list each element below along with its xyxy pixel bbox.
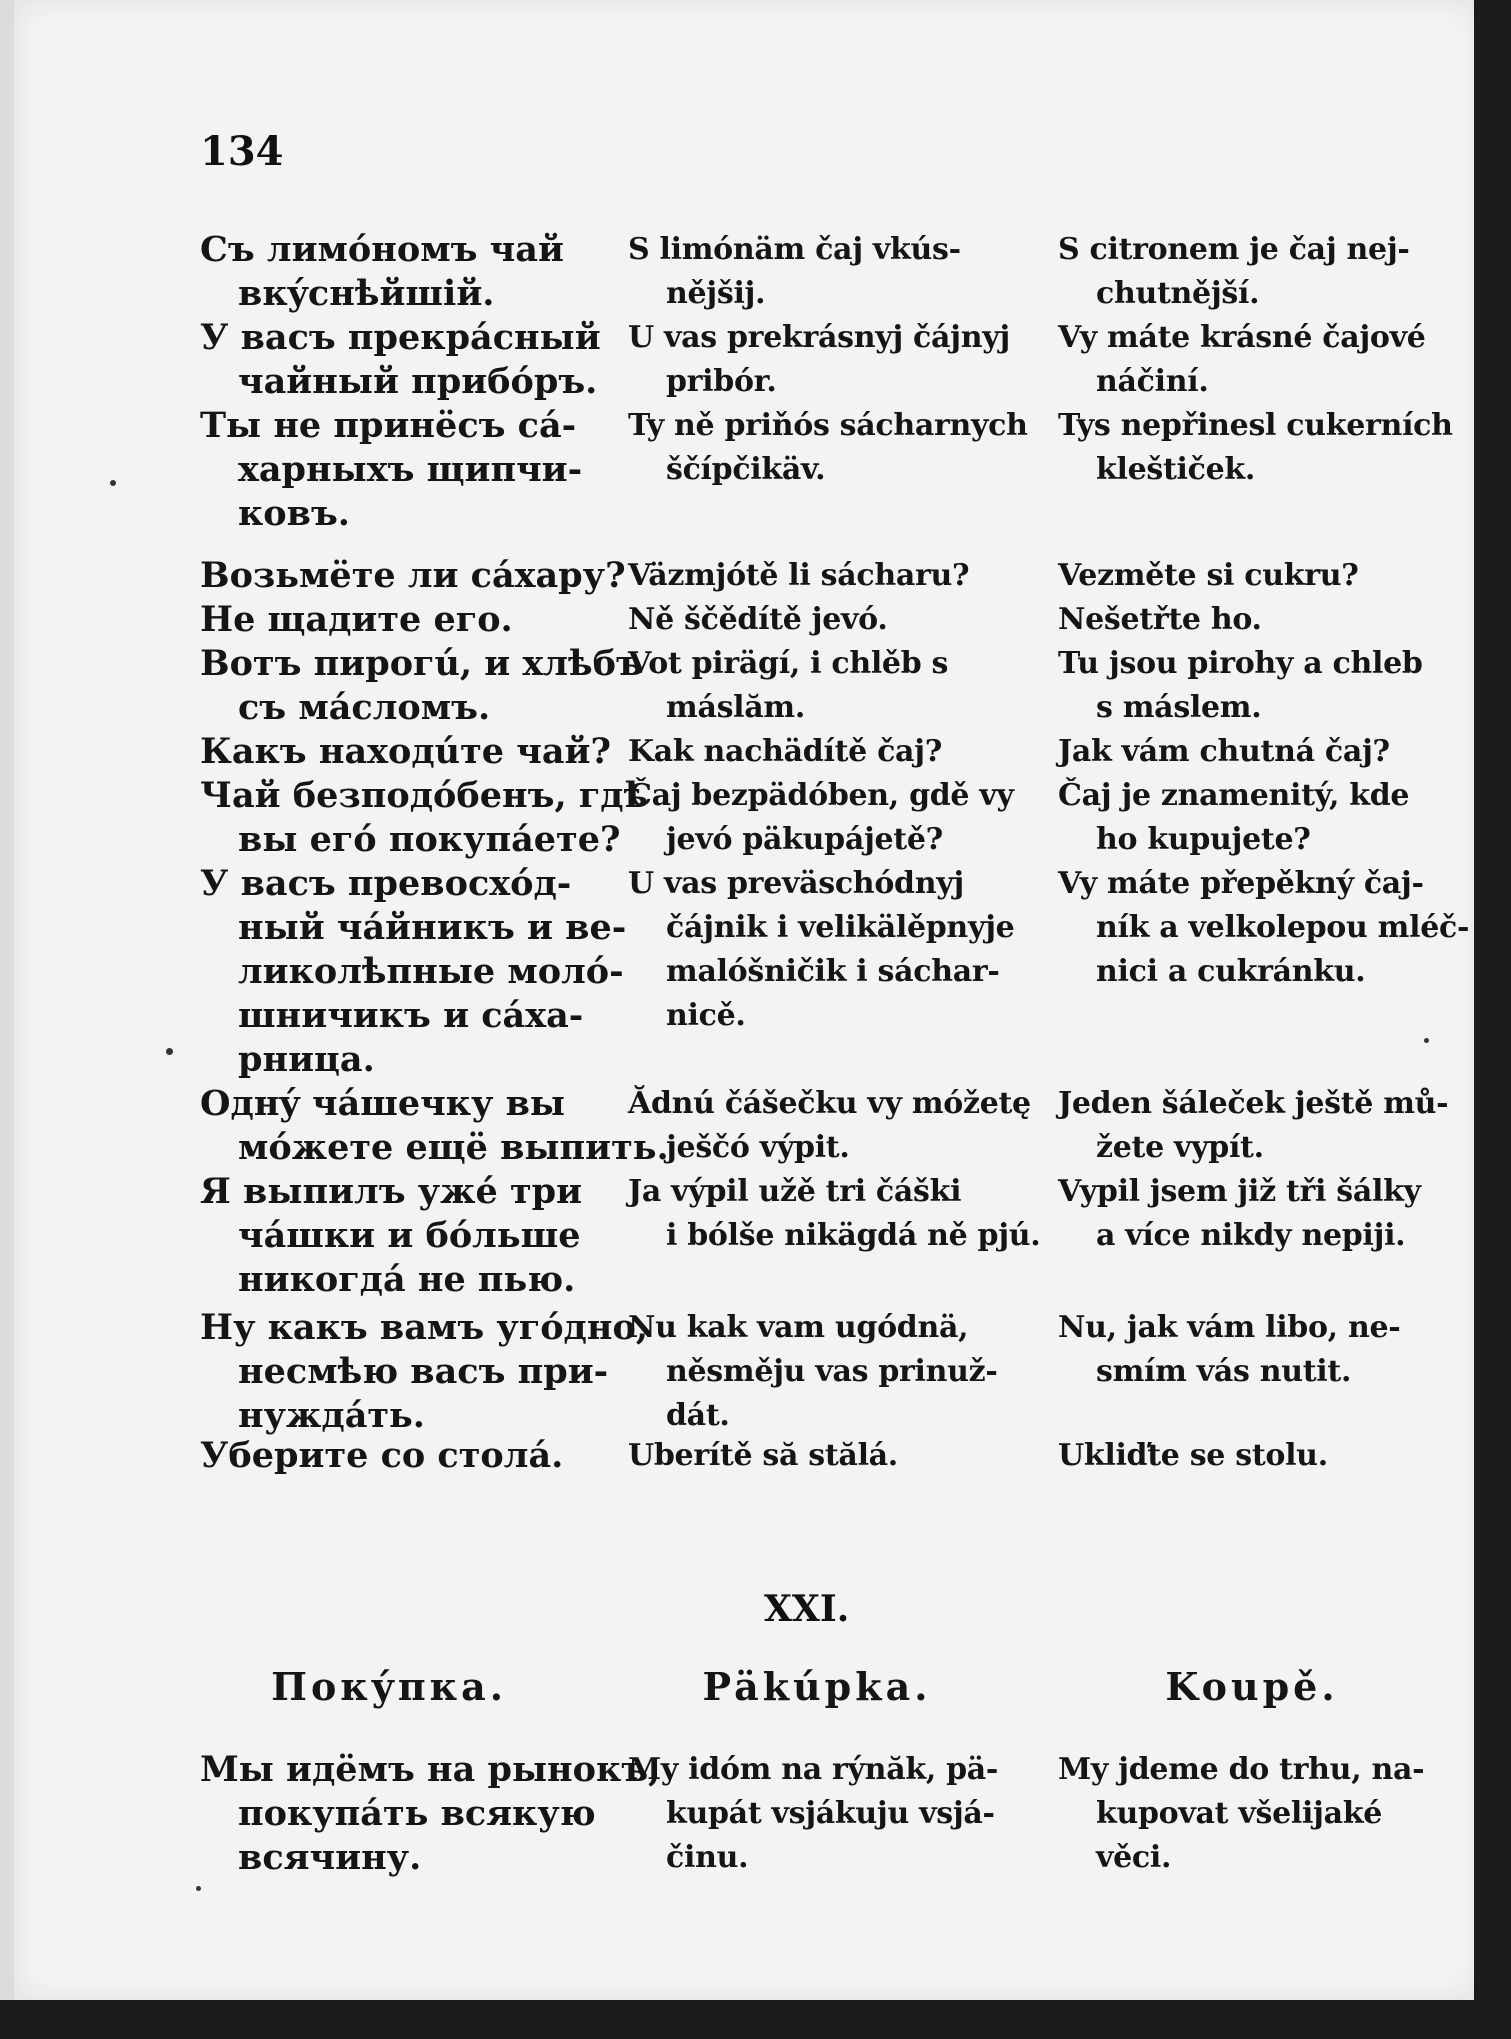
czech-entry (1058, 1082, 1449, 1170)
slovak-entry (628, 774, 1014, 862)
print-speck (196, 1886, 201, 1891)
slovak-entry (628, 554, 1006, 598)
entry-line: činu. (666, 1840, 749, 1875)
entry-line: náčiní. (1096, 364, 1209, 399)
slovak-entry (628, 862, 1015, 1038)
russian-entry (200, 1170, 583, 1302)
entry-line: Ukliďte se stolu. (1058, 1437, 1328, 1473)
entry-line: kupát vsjákuju vsjá- (666, 1796, 995, 1831)
entry-line: Čaj je znamenitý, kde (1058, 777, 1410, 813)
entry-line: Nu kak vam ugódnä, (628, 1310, 969, 1345)
entry-line: Чай безподóбенъ, гдѣ (200, 774, 649, 816)
entry-line: Однý чáшечку вы (200, 1082, 566, 1124)
entry-line: smím vás nutit. (1096, 1354, 1352, 1389)
entry-line: мóжете ещё выпить. (238, 1126, 669, 1168)
entry-line: U vas prekrásnyj čájnyj (628, 320, 1010, 355)
entry-line: Väzmjótě li sácharu? (628, 557, 970, 593)
entry-line: pribór. (666, 364, 777, 399)
entry-line: Jak vám chutná čaj? (1058, 733, 1390, 769)
entry-line: My idóm na rýnăk, pä- (628, 1752, 999, 1787)
russian-entry (200, 404, 583, 536)
entry-line: Уберите со столá. (200, 1434, 564, 1476)
entry-line: kupovat všelijaké (1096, 1796, 1383, 1831)
entry-line: Ty ně priňós sácharnych (628, 408, 1028, 443)
entry-line: Я выпилъ ужé три (200, 1170, 583, 1212)
entry-line: dát. (666, 1398, 730, 1433)
entry-line: Tys nepřinesl cukerních (1058, 408, 1453, 443)
entry-line: něsměju vas prinuž- (666, 1354, 998, 1389)
czech-entry (1058, 404, 1453, 492)
entry-line: Nu, jak vám libo, ne- (1058, 1310, 1401, 1345)
entry-line: Не щадите его. (200, 598, 513, 640)
russian-entry (200, 774, 649, 862)
entry-line: ный чáйникъ и ве- (238, 906, 627, 948)
print-speck (1424, 1038, 1429, 1043)
scan-border-bottom (0, 2000, 1511, 2039)
heading-czech: Koupě. (1165, 1664, 1339, 1709)
russian-entry (200, 862, 627, 1082)
section-number: XXI. (764, 1588, 850, 1630)
entry-line: никогдá не пью. (238, 1258, 576, 1300)
entry-line: ho kupujete? (1096, 821, 1311, 857)
heading-slovak: Päkúpka. (702, 1664, 932, 1709)
russian-entry (200, 554, 626, 598)
slovak-entry (628, 316, 1010, 404)
entry-line: ковъ. (238, 493, 350, 534)
czech-entry (1058, 862, 1470, 994)
entry-line: ník a velkolepou mléč- (1096, 909, 1470, 945)
entry-line: Ně ščědítě jevó. (628, 601, 888, 637)
russian-entry (200, 730, 612, 774)
entry-line: Съ лимóномъ чай (200, 229, 564, 270)
slovak-entry (628, 730, 1006, 774)
entry-line: i bólše nikägdá ně pjú. (666, 1217, 1041, 1253)
entry-line: čájnik i velikälěpnyje (666, 909, 1015, 945)
slovak-entry (628, 1434, 1006, 1478)
entry-line: nici a cukránku. (1096, 953, 1366, 989)
entry-line: чáшки и бóльше (238, 1214, 581, 1256)
page-number: 134 (200, 128, 284, 175)
print-speck (166, 1048, 173, 1055)
bottom-entry-slovak (628, 1748, 1006, 1880)
slovak-entry (628, 1082, 1031, 1170)
entry-line: У васъ прекрáсный (200, 317, 601, 358)
entry-line: вкýснѣйшій. (238, 273, 495, 314)
entry-line: Vy máte přepěkný čaj- (1058, 865, 1424, 901)
entry-line: Мы идёмъ на рынокъ, (200, 1749, 661, 1790)
russian-entry (200, 598, 578, 642)
entry-line: нуждáть. (238, 1395, 425, 1436)
slovak-entry (628, 404, 1028, 492)
czech-entry (1058, 598, 1446, 642)
entry-line: a více nikdy nepiji. (1096, 1217, 1406, 1253)
entry-line: S limónäm čaj vkús- (628, 232, 961, 267)
entry-line: Какъ находúте чай? (200, 730, 612, 772)
entry-line: Vy máte krásné čajové (1058, 320, 1426, 355)
bottom-entry-czech (1058, 1748, 1446, 1880)
entry-line: malóšničik i sáchar- (666, 953, 1000, 989)
print-speck (110, 480, 116, 486)
entry-line: žete vypít. (1096, 1129, 1264, 1165)
entry-line: Ты не принёсъ сá- (200, 405, 577, 446)
entry-line: вы егó покупáете? (238, 818, 621, 860)
entry-line: Ădnú čášečku vy móžetę (628, 1085, 1031, 1121)
entry-line: рница. (238, 1038, 375, 1080)
slovak-entry (628, 642, 1006, 730)
entry-line: съ мáсломъ. (238, 686, 491, 728)
entry-line: Вотъ пирогú, и хлѣбъ (200, 642, 643, 684)
entry-line: несмѣю васъ при- (238, 1351, 609, 1392)
russian-entry (200, 1306, 649, 1438)
entry-line: máslăm. (666, 689, 805, 725)
entry-line: Ну какъ вамъ угóдно, (200, 1307, 649, 1348)
entry-line: jevó päkupájetě? (666, 821, 943, 857)
entry-line: věci. (1096, 1840, 1172, 1875)
entry-line: Nešetřte ho. (1058, 601, 1262, 637)
scan-border-right (1474, 0, 1511, 2039)
entry-line: nicě. (666, 997, 746, 1033)
entry-line: ликолѣпные молó- (238, 950, 624, 992)
entry-line: ješčó výpit. (666, 1129, 850, 1165)
entry-line: My jdeme do trhu, na- (1058, 1752, 1425, 1787)
slovak-entry (628, 1170, 1041, 1258)
entry-line: Vezměte si cukru? (1058, 557, 1359, 593)
slovak-entry (628, 1306, 1006, 1438)
czech-entry (1058, 730, 1446, 774)
entry-line: kleštiček. (1096, 452, 1255, 487)
czech-entry (1058, 316, 1446, 404)
entry-line: шничикъ и сáха- (238, 994, 584, 1036)
entry-line: Tu jsou pirohy a chleb (1058, 645, 1423, 681)
entry-line: nějšij. (666, 276, 766, 311)
entry-line: chutnější. (1096, 276, 1260, 311)
russian-entry (200, 228, 578, 316)
russian-entry (200, 1082, 669, 1170)
entry-line: S citronem je čaj nej- (1058, 232, 1410, 267)
czech-entry (1058, 228, 1446, 316)
entry-line: чайный прибóръ. (238, 361, 598, 402)
entry-line: s máslem. (1096, 689, 1262, 725)
entry-line: Kak nachädítě čaj? (628, 733, 943, 769)
entry-line: всячину. (238, 1837, 422, 1878)
heading-russian: Покýпка. (271, 1664, 507, 1709)
entry-line: U vas preväschódnyj (628, 865, 964, 901)
entry-line: Ja výpil užě tri čáški (628, 1173, 962, 1209)
entry-line: ščípčikäv. (666, 452, 826, 487)
entry-line: покупáть всякую (238, 1793, 596, 1834)
entry-line: Vot pirägí, i chlěb s (628, 645, 949, 681)
slovak-entry (628, 228, 1006, 316)
czech-entry (1058, 1170, 1446, 1258)
czech-entry (1058, 642, 1446, 730)
slovak-entry (628, 598, 1006, 642)
entry-line: У васъ превосхóд- (200, 862, 572, 904)
czech-entry (1058, 554, 1446, 598)
entry-line: Čaj bezpädóben, gdě vy (628, 777, 1014, 813)
entry-line: Vypil jsem již tři šálky (1058, 1173, 1421, 1209)
czech-entry (1058, 1306, 1446, 1394)
entry-line: харныхъ щипчи- (238, 449, 583, 490)
russian-entry (200, 642, 643, 730)
czech-entry (1058, 1434, 1446, 1478)
entry-line: Uberítě să stălá. (628, 1437, 898, 1473)
bottom-entry-russian (200, 1748, 661, 1880)
entry-line: Jeden šáleček ještě mů- (1058, 1085, 1449, 1121)
russian-entry (200, 316, 601, 404)
czech-entry (1058, 774, 1446, 862)
entry-line: Возьмёте ли сáхару? (200, 554, 626, 596)
russian-entry (200, 1434, 578, 1478)
